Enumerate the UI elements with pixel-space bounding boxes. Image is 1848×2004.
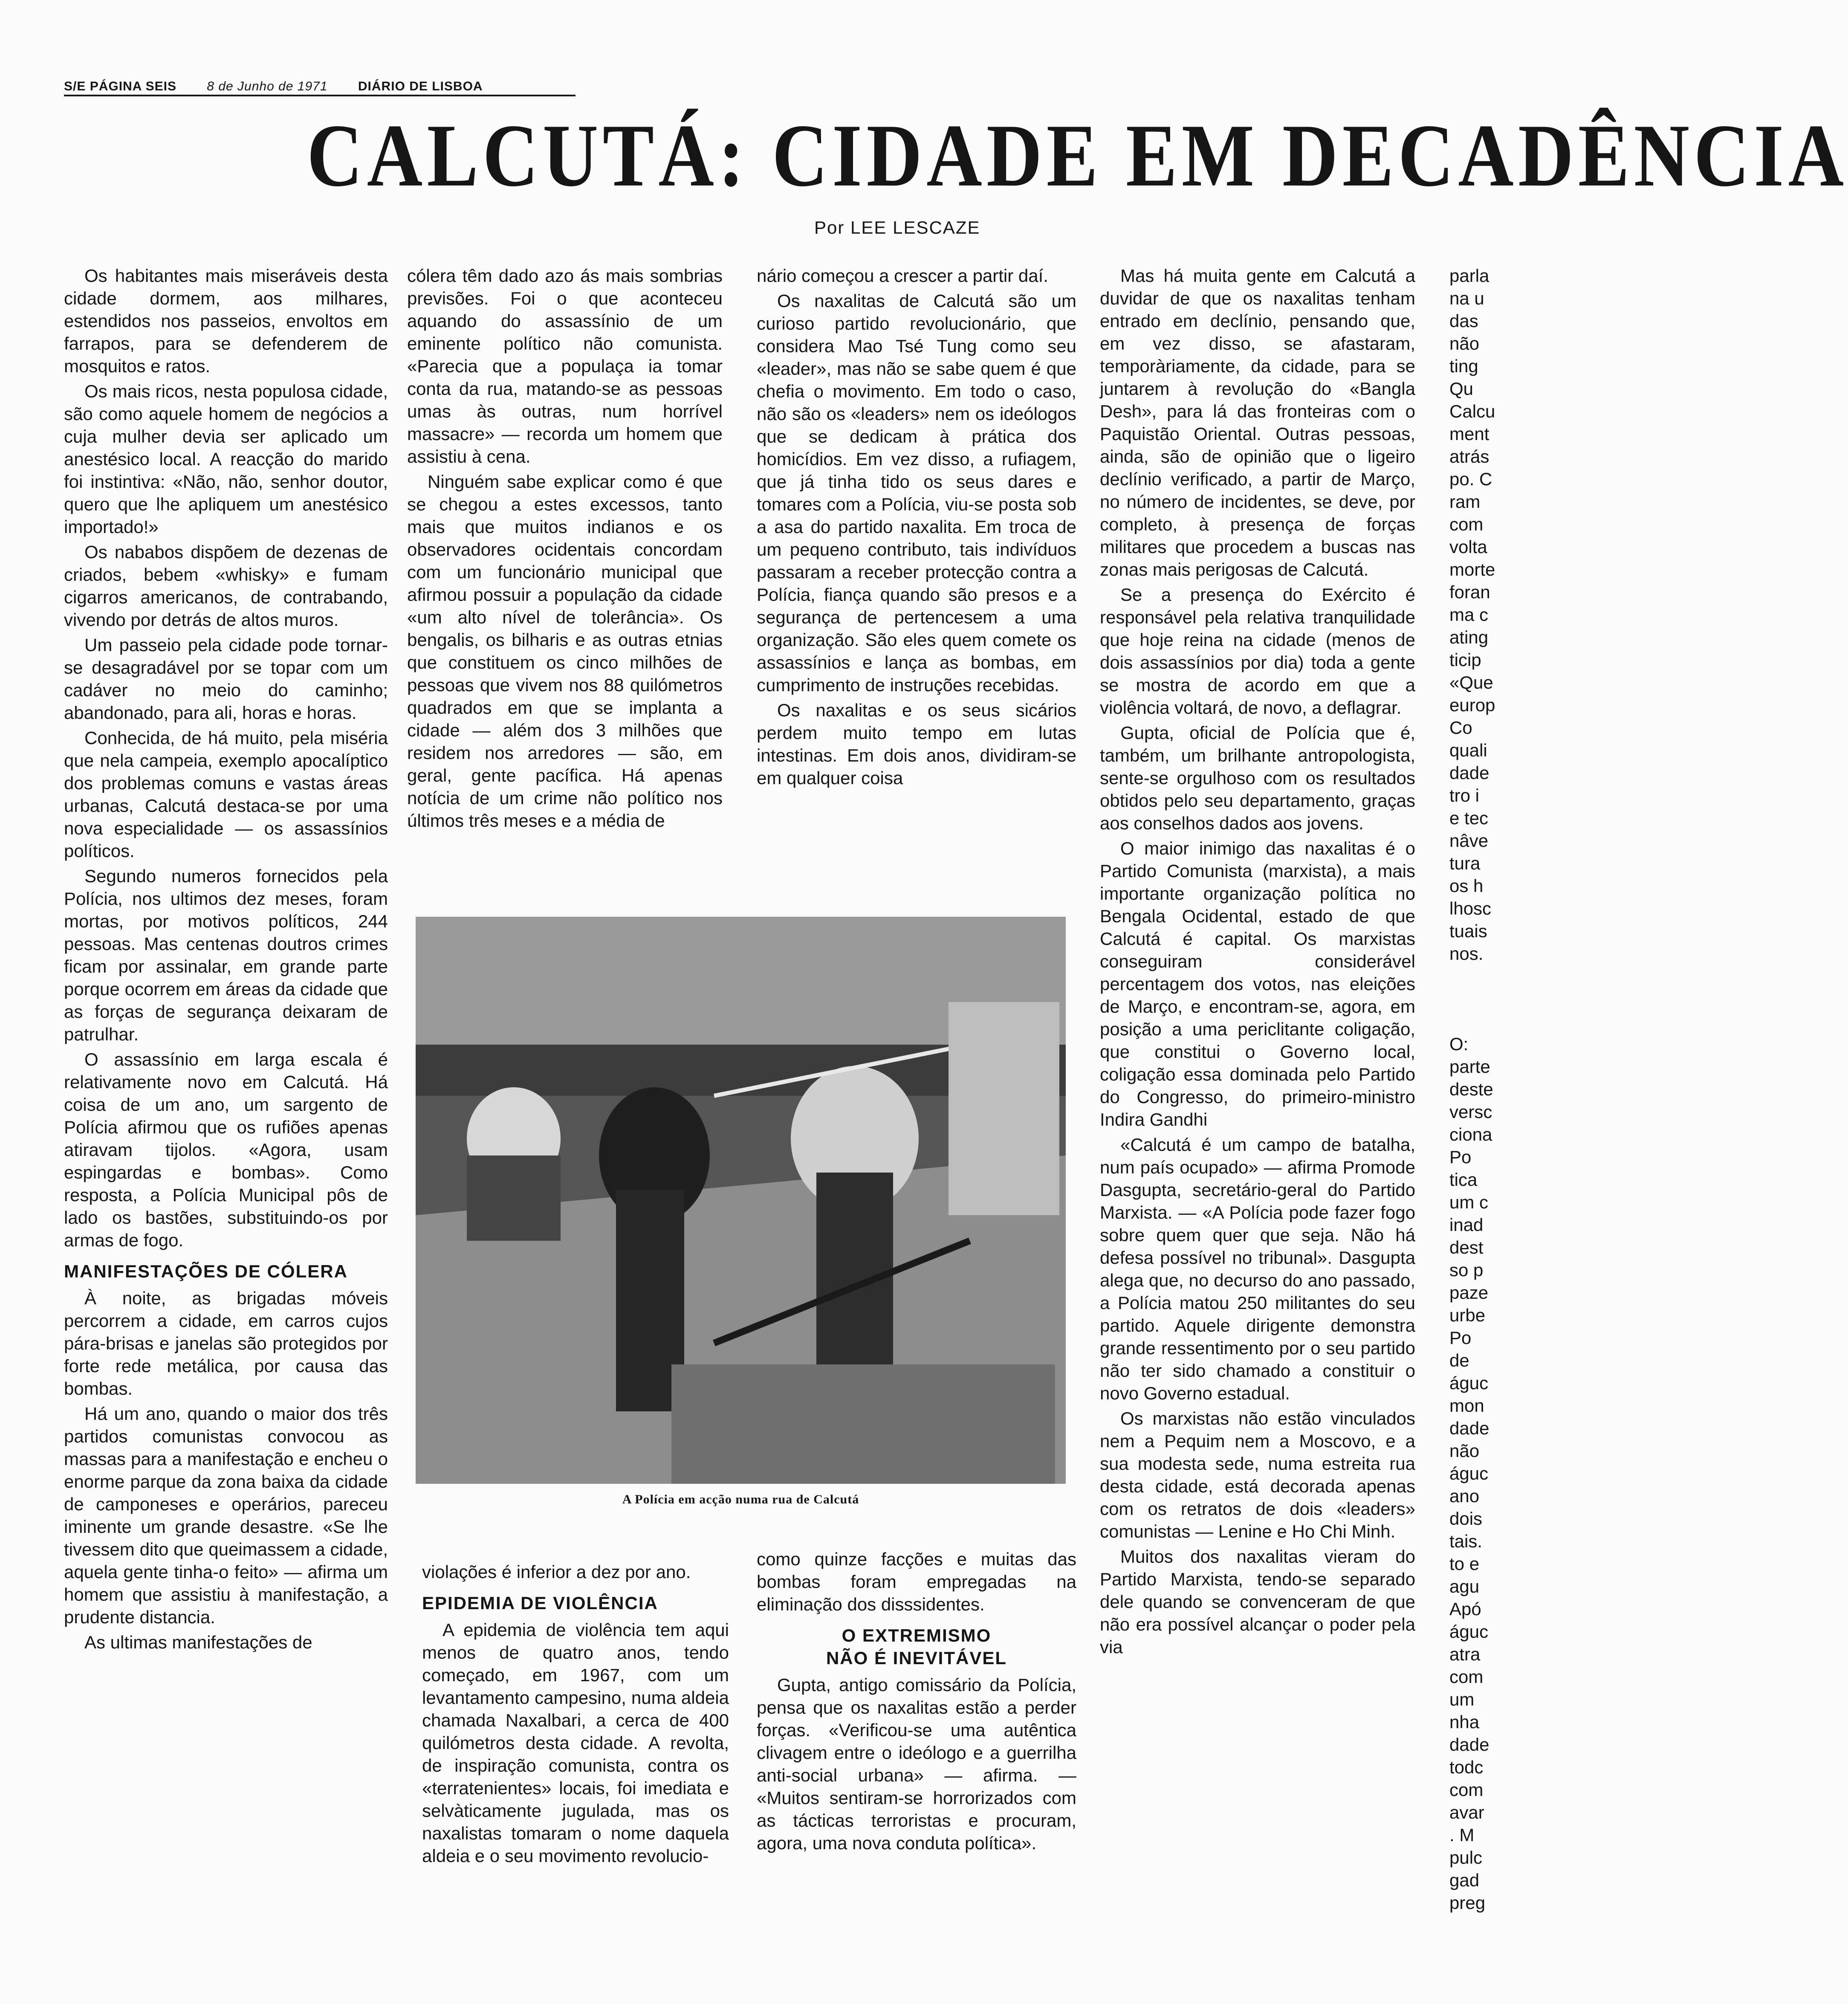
column-4 — [1100, 264, 1415, 1661]
truncated-line: «Que — [1449, 672, 1493, 692]
truncated-line: ment — [1449, 424, 1489, 444]
paragraph: O maior inimigo das naxalitas é o Partido Comunista (marxista), a mais importante organização política no Bengala Ocidental, estado de que Calcutá é capital. Os marxistas conseguiram considerável percentagem dos votos, nas eleições de Março, e encontram-se, agora, em posição a uma periclitante coligação, que constitui o Governo local, coligação essa dominada pelo Partido do Congresso, do primeiro-ministro Indira Gandhi — [1100, 838, 1415, 1129]
truncated-line: Calcu — [1449, 401, 1495, 421]
paragraph: cólera têm dado azo ás mais sombrias previsões. Foi o que aconteceu aquando do assassínio de um eminente político não comunista. «Parecia que a populaça ia tomar conta da rua, matando-se as pessoas umas às outras, num horrível massacre» — recorda um homem que assistiu à cena. — [407, 266, 723, 466]
truncated-line: lhosc — [1449, 898, 1492, 918]
truncated-line: nha — [1449, 1712, 1480, 1732]
truncated-line: deste — [1449, 1079, 1493, 1099]
truncated-line: nâve — [1449, 831, 1489, 851]
paragraph: Se a presença do Exército é responsável pela relativa tranquilidade que hoje reina na cidade (menos de dois assassínios por dia) toda a gente se mostra de acordo em que a violência voltará, de novo, a deflagrar. — [1100, 585, 1415, 718]
truncated-line: so p — [1449, 1260, 1484, 1280]
truncated-line: dade — [1449, 1735, 1489, 1755]
truncated-line: tais. — [1449, 1531, 1483, 1551]
truncated-line: todc — [1449, 1757, 1484, 1777]
paragraph: Gupta, antigo comissário da Polícia, pensa que os naxalitas estão a perder forças. «Verificou-se uma autêntica clivagem entre o ideólogo e a guerrilha anti-social urbana» — afirma. — «Muitos sentiram-se horrorizados com as tácticas terroristas e procuram, agora, uma nova conduta política». — [757, 1675, 1076, 1853]
truncated-line: nos. — [1449, 944, 1484, 964]
paragraph: «Calcutá é um campo de batalha, num país ocupado» — afirma Promode Dasgupta, secretário-geral do Partido Marxista. — «A Polícia pode fazer fogo sobre quem quer que seja. Não há defesa possível no tribunal». Dasgupta alega que, no decurso do ano passado, a Polícia matou 250 militantes do seu partido. Aquele dirigente demonstra grande ressentimento por o seu partido não ter sido chamado a constituir o novo Governo estadual. — [1100, 1135, 1415, 1403]
paragraph: Um passeio pela cidade pode tornar-se desagradável por se topar com um cadáver no meio do caminho; abandonado, para ali, horas e horas. — [64, 635, 388, 723]
truncated-line: ano — [1449, 1486, 1480, 1506]
truncated-line: dade — [1449, 763, 1489, 783]
truncated-line: ma c — [1449, 605, 1489, 625]
truncated-line: Po — [1449, 1147, 1472, 1167]
truncated-line: agu — [1449, 1576, 1480, 1596]
truncated-line: tura — [1449, 853, 1481, 873]
truncated-line: urbe — [1449, 1305, 1486, 1325]
paragraph: Os naxalitas e os seus sicários perdem muito tempo em lutas intestinas. Em dois anos, dividiram-se em qualquer coisa — [757, 700, 1076, 788]
paragraph: As ultimas manifestações de — [84, 1632, 312, 1652]
truncated-line: parte — [1449, 1057, 1490, 1077]
headline: CALCUTÁ: CIDADE EM DECADÊNCIA — [307, 106, 1848, 205]
truncated-line — [1449, 965, 1501, 988]
column-1 — [64, 264, 388, 1656]
truncated-line: na u — [1449, 288, 1484, 308]
subheading — [757, 1624, 1076, 1669]
truncated-line: atrás — [1449, 446, 1489, 466]
paragraph: Gupta, oficial de Polícia que é, também, um brilhante antropologista, sente-se orgulhoso com os resultados obtidos pelo seu departamento, graças aos conselhos dados aos jovens. — [1100, 723, 1415, 833]
paragraph: Muitos dos naxalitas vieram do Partido Marxista, tendo-se separado dele quando se convenceram de que não era possível alcançar o poder pela via — [1100, 1546, 1415, 1657]
paragraph: À noite, as brigadas móveis percorrem a cidade, em carros cujos pára-brisas e janelas são protegidos por forte rede metálica, por causa das bombas. — [64, 1288, 388, 1399]
issue-date: 8 de Junho de 1971 — [207, 79, 328, 93]
truncated-line: ting — [1449, 356, 1478, 376]
byline: Por LEE LESCAZE — [814, 217, 980, 237]
truncated-line: parla — [1449, 266, 1489, 286]
truncated-line — [1449, 988, 1501, 1010]
truncated-line: e tec — [1449, 808, 1489, 828]
truncated-line: pulc — [1449, 1848, 1483, 1868]
column-2 — [407, 264, 723, 834]
truncated-line: mon — [1449, 1396, 1484, 1416]
truncated-line: europ — [1449, 695, 1495, 715]
truncated-line: Co — [1449, 718, 1472, 738]
truncated-line: volta — [1449, 537, 1487, 557]
truncated-line: preg — [1449, 1893, 1486, 1913]
photo-caption: A Polícia em acção numa rua de Calcutá — [622, 1492, 859, 1506]
truncated-line: Po — [1449, 1328, 1472, 1348]
paragraph: Os naxalitas de Calcutá são um curioso partido revolucionário, que considera Mao Tsé Tung como seu «leader», mas não se sabe quem é que chefia o movimento. Em todo o caso, não são os «leaders» nem os ideólogos que se dedicam à prática dos homicídios. Em vez disso, a rufiagem, que já tinha tido os seus dares e tomares com a Polícia, viu-se posta sob a asa do partido naxalita. Em troca de um pequeno contributo, tais indivíduos passaram a receber protecção contra a Polícia, fiança quando são presos e a segurança de pertencesem a uma organização. São eles quem comete os assassínios e lança as bombas, em cumprimento de instruções recebidas. — [757, 291, 1076, 695]
truncated-line: versc — [1449, 1102, 1492, 1122]
subheading: MANIFESTAÇÕES DE CÓLERA — [64, 1261, 348, 1281]
truncated-line: águc — [1449, 1463, 1489, 1483]
truncated-line: ciona — [1449, 1124, 1492, 1144]
paragraph: A epidemia de violência tem aqui menos de quatro anos, tendo começado, em 1967, com um levantamento campesino, numa aldeia chamada Naxalbari, a cerca de 400 quilómetros desta cidade. A revolta, de inspiração comunista, contra os «terratenientes» locais, foi imediata e selvàticamente jugulada, mas os naxalistas tomaram o nome daquela aldeia e o seu movimento revolucio- — [422, 1620, 729, 1866]
truncated-line: águc — [1449, 1373, 1489, 1393]
paragraph: Mas há muita gente em Calcutá a duvidar de que os naxalitas tenham entrado em declínio, pensando que, em vez disso, se afastaram, temporàriamente, da cidade, para se juntarem à revolução do «Bangla Desh», para lá das fronteiras com o Paquistão Oriental. Outras pessoas, ainda, são de opinião que o ligeiro declínio verificado, a partir de Março, no número de incidentes, se deve, por completo, à presença de forças militares que procedem a buscas nas zonas mais perigosas de Calcutá. — [1100, 266, 1415, 579]
truncated-line: foran — [1449, 582, 1490, 602]
page-label: S/E PÁGINA SEIS — [64, 79, 176, 93]
truncated-line: quali — [1449, 740, 1487, 760]
truncated-line: dois — [1449, 1509, 1483, 1529]
truncated-line: po. C — [1449, 469, 1492, 489]
column-3-bottom — [757, 1548, 1076, 1857]
truncated-line: . M — [1449, 1825, 1475, 1845]
truncated-line: ram — [1449, 492, 1481, 512]
truncated-line: dest — [1449, 1237, 1484, 1257]
truncated-line: avar — [1449, 1802, 1484, 1822]
masthead — [64, 79, 509, 94]
truncated-line: com — [1449, 514, 1484, 534]
photo-police-street-scene — [416, 917, 1066, 1484]
paragraph: nário começou a crescer a partir daí. — [757, 266, 1048, 286]
truncated-line: águc — [1449, 1622, 1489, 1642]
truncated-line: atra — [1449, 1644, 1481, 1664]
truncated-line: inad — [1449, 1215, 1484, 1235]
truncated-line: ticip — [1449, 650, 1481, 670]
paragraph: Conhecida, de há muito, pela miséria que nela campeia, exemplo apocalíptico dos problemas comuns e vastas áreas urbanas, Calcutá destaca-se por uma nova especialidade — os assassínios políticos. — [64, 728, 388, 861]
column-2-bottom — [422, 1561, 729, 1870]
truncated-line: com — [1449, 1780, 1484, 1800]
truncated-line — [1449, 1010, 1501, 1033]
paragraph: Os mais ricos, nesta populosa cidade, são como aquele homem de negócios a cuja mulher devia ser aplicado um anestésico local. A reacção do marido foi instintiva: «Não, não, senhor doutor, quero que lhe apliquem um anestésico importado!» — [64, 381, 388, 537]
truncated-line: tica — [1449, 1170, 1478, 1190]
paragraph: Os habitantes mais miseráveis desta cidade dormem, aos milhares, estendidos nos passeios, envoltos em farrapos, para se defenderem de mosquitos e ratos. — [64, 266, 388, 376]
truncated-line: de — [1449, 1350, 1469, 1370]
truncated-line: com — [1449, 1667, 1484, 1687]
paragraph: como quinze facções e muitas das bombas foram empregadas na eliminação dos disssidentes. — [757, 1549, 1076, 1614]
truncated-line: dade — [1449, 1418, 1489, 1438]
news-photo — [416, 917, 1066, 1484]
truncated-line: O: — [1449, 1034, 1469, 1054]
masthead-rule — [64, 95, 576, 96]
truncated-line: morte — [1449, 559, 1495, 579]
paragraph: Segundo numeros fornecidos pela Polícia, nos ultimos dez meses, foram mortas, por motivos políticos, 244 pessoas. Mas centenas doutros crimes ficam por assinalar, em grande parte porque ocorrem em áreas da cidade que as forças de segurança deixaram de patrulhar. — [64, 866, 388, 1044]
truncated-line: não — [1449, 333, 1480, 353]
column-3 — [757, 264, 1076, 792]
paragraph: violações é inferior a dez por ano. — [422, 1562, 691, 1582]
truncated-line: Qu — [1449, 379, 1474, 399]
truncated-line: um — [1449, 1689, 1475, 1709]
truncated-line: gad — [1449, 1870, 1480, 1890]
truncated-line: Apó — [1449, 1599, 1481, 1619]
truncated-line: ating — [1449, 627, 1489, 647]
paragraph: O assassínio em larga escala é relativamente novo em Calcutá. Há coisa de um ano, um sargento de Polícia afirmou que os rufiões apenas atiravam tijolos. «Agora, usam espingardas e bombas». Como resposta, a Polícia Municipal pôs de lado os bastões, substituindo-os por armas de fogo. — [64, 1049, 388, 1250]
truncated-line: não — [1449, 1441, 1480, 1461]
truncated-line: os h — [1449, 876, 1484, 896]
truncated-line: das — [1449, 311, 1478, 331]
newspaper-name: DIÁRIO DE LISBOA — [358, 79, 483, 93]
paragraph: Os marxistas não estão vinculados nem a Pequim nem a Moscovo, e a sua modesta sede, numa estreita rua desta cidade, está decorada apenas com os retratos de dois «leaders» comunistas — Lenine e Ho Chi Minh. — [1100, 1408, 1415, 1541]
subheading-line: O EXTREMISMO — [842, 1625, 992, 1645]
subheading: EPIDEMIA DE VIOLÊNCIA — [422, 1593, 658, 1613]
truncated-line: to e — [1449, 1554, 1480, 1574]
paragraph: Os nababos dispõem de dezenas de criados, bebem «whisky» e fumam cigarros americanos, de contrabando, vivendo por detrás de altos muros. — [64, 542, 388, 630]
paragraph: Ninguém sabe explicar como é que se chegou a estes excessos, tanto mais que muitos indianos e os observadores ocidentais concordam com um funcionário municipal que afirmou possuir a população da cidade «um alto nível de tolerância». Os bengalis, os bilharis e as outras etnias que constituem os cinco milhões de pessoas que vivem nos 88 quilómetros quadrados em que se implanta a cidade — além dos 3 milhões que residem nos arredores — são, em geral, gente pacífica. Há apenas notícia de um crime não político nos últimos três meses e a média de — [407, 472, 723, 831]
truncated-line: paze — [1449, 1283, 1489, 1303]
subheading-line: NÃO É INEVITÁVEL — [826, 1648, 1007, 1668]
paragraph: Há um ano, quando o maior dos três partidos comunistas convocou as massas para a manifestação e encheu o enorme parque da zona baixa da cidade de camponeses e operários, pareceu iminente um grande desastre. «Se lhe tivessem dito que queimassem a cidade, aquela gente tinha-o feito» — afirma um homem que assistiu à manifestação, a prudente distancia. — [64, 1404, 388, 1627]
truncated-line: tro i — [1449, 785, 1480, 805]
column-5-truncated — [1449, 264, 1501, 1914]
truncated-line: tuais — [1449, 921, 1487, 941]
truncated-line: um c — [1449, 1192, 1489, 1212]
